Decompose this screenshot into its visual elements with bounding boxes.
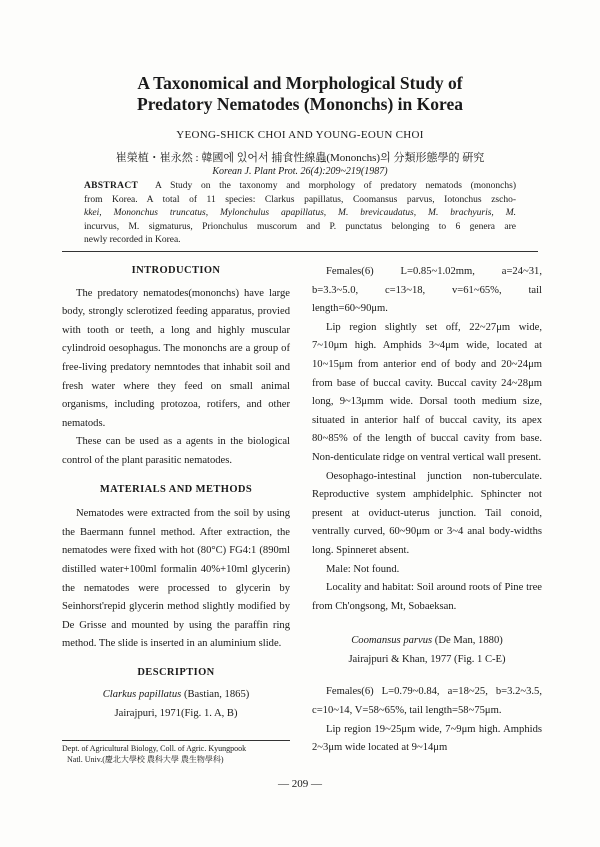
species-name: Clarkus papillatus (102, 689, 182, 701)
species-author: (Bastian, 1865) (181, 689, 250, 701)
lip-region-description: Lip region 19~25μm wide, 7~9μm high. Amphids 2~3μm wide located at 9~14μm (312, 723, 542, 754)
locality-habitat: Locality and habitat: Soil around roots of Pine tree from Ch'ongsong, Mt, Sobaeksan. (312, 582, 542, 612)
abstract-line: A Study on the taxonomy and morphology of predatory nematods (mononchs) (155, 181, 517, 191)
left-column (62, 262, 290, 724)
introduction-heading: INTRODUCTION (131, 265, 221, 276)
footnote-divider (62, 740, 290, 741)
species-heading (312, 632, 542, 651)
species-name: Coomansus parvus (351, 635, 433, 647)
authors: YEONG-SHICK CHOI AND YOUNG-EOUN CHOI (176, 129, 424, 141)
abstract-line: incurvus, M. sigmaturus, Prionchulus muscorum and P. punctatus belonging to 6 genera are (84, 221, 516, 232)
footnote-line: Dept. of Agricultural Biology, Coll. of Agric. Kyungpook (62, 744, 247, 753)
species-heading (62, 686, 290, 705)
methods-heading: MATERIALS AND METHODS (99, 483, 253, 495)
footnote-line: Natl. Univ.(慶北大學校 農科大學 農生物學科) (67, 755, 224, 764)
females-measurements: Females(6) L=0.79~0.84, a=18~25, b=3.2~3.5, c=10~14, V=58~65%, tail length=58~75μm. (312, 686, 542, 717)
introduction-paragraph: These can be used as a agents in the biological control of the plant parasitic nematodes. (62, 436, 290, 466)
abstract (84, 180, 516, 248)
lip-region-description: Lip region slightly set off, 22~27μm wide, 7~10μm high. Amphids 3~4μm wide, located at 10~15μm from anterior end of body and 20~24μm from base of buccal cavity. Buccal cavity 24~28μm long, 9~13μmm wide. Dorsal tooth medium size, situated in anterior half of buccal cavity, its apex 80~85% of the length of buccal cavity from base. Non-denticulate ridge on ventral vertical wall present. (312, 321, 542, 463)
species-reference: Jairajpuri & Khan, 1977 (Fig. 1 C-E) (348, 653, 506, 665)
paper-title-line2: Predatory Nematodes (Mononchs) in Korea (137, 94, 463, 114)
page-number: — 209 — (278, 778, 322, 790)
abstract-label: ABSTRACT (84, 181, 139, 191)
footnote (62, 743, 290, 765)
introduction-paragraph: The predatory nematodes(mononchs) have large body, strongly sclerotized feeding apparatus, provied with tooth or teeth, a long and highly muscular cylindroid oesophagus. The mononchs are a group of free-living predatory nemntodes that inhabit soil and fresh water where they feed on small animal organisms, including protozoa, rotifers, and other nematods. (62, 287, 290, 429)
description-heading: DESCRIPTION (137, 666, 215, 678)
species-reference: Jairajpuri, 1971(Fig. 1. A, B) (114, 708, 238, 720)
abstract-line: from Korea. A total of 11 species: Clarkus papillatus, Coomansus parvus, Iotonchus zscho- (84, 194, 516, 205)
abstract-line: kkei, Mononchus truncatus, Mylonchulus apapillatus, M. brevicaudatus, M. brachyuris, M. (84, 208, 516, 219)
paper-title-line1: A Taxonomical and Morphological Study of (137, 73, 463, 93)
methods-paragraph: Nematodes were extracted from the soil by using the Baermann funnel method. After extraction, the nematodes were fixed with hot (80°C) FG4:1 (890ml distilled water+100ml formalin 40%+10ml glycerin) the nematodes were processed to glycerin by Seinhorst'repid glycerin method slightly modified by De Grisse and mounted by using the paraffin ring method. The slide is inserted in an aluminium slide. (62, 508, 290, 650)
right-column (312, 263, 542, 758)
females-measurements: Females(6) L=0.85~1.02mm, a=24~31, b=3.3~5.0, c=13~18, v=61~65%, tail length=60~90μm. (312, 266, 542, 315)
abstract-line: newly recorded in Korea. (84, 235, 181, 246)
korean-title: 崔榮植・崔永然 : 韓國에 있어서 捕食性線蟲(Mononchs)의 分類形態學的 硏究 (115, 152, 485, 164)
species-author: (De Man, 1880) (432, 635, 503, 647)
male-note: Male: Not found. (326, 563, 400, 575)
header-divider (62, 251, 538, 252)
oesophagus-description: Oesophago-intestinal junction non-tuberculate. Reproductive system amphidelphic. Sphincter not present at oviduct-uterus junction. Tail conoid, ventrally curved, 60~90μm or 3~4 anal body-widths long. Spinneret absent. (312, 470, 542, 556)
journal-citation: Korean J. Plant Prot. 26(4):209~219(1987) (212, 166, 388, 177)
